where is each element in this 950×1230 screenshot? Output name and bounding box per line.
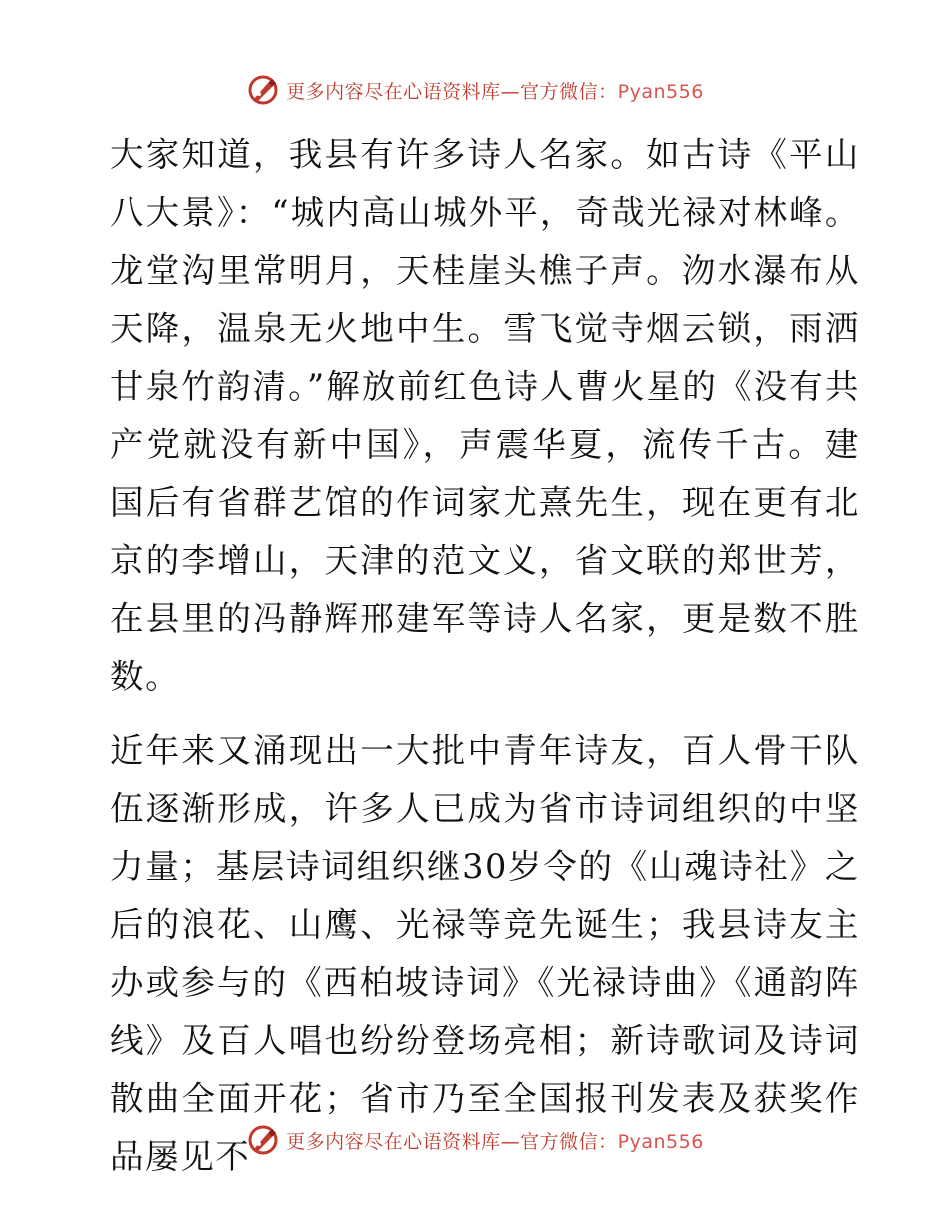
pen-logo-icon: [246, 73, 280, 107]
header-banner: [0, 70, 950, 110]
pen-logo-icon: [246, 1123, 280, 1157]
document-body: [100, 126, 860, 1186]
footer-banner-text: 更多内容尽在心语资料库—官方微信：Pyan556: [286, 1130, 704, 1153]
header-wechat-handle: Pyan556: [617, 80, 704, 103]
header-banner-text: 更多内容尽在心语资料库—官方微信：Pyan556: [286, 80, 704, 103]
paragraph-1: 大家知道，我县有许多诗人名家。如古诗《平山八大景》：“城内高山城外平，奇哉光禄对林峰。龙堂沟里常明月，天桂崖头樵子声。沕水瀑布从天降，温泉无火地中生。雪飞觉寺烟云锁，雨洒甘泉竹韵清。”解放前红色诗人曹火星的《没有共产党就没有新中国》，声震华夏，流传千古。建国后有省群艺馆的作词家尤熹先生，现在更有北京的李增山，天津的范文义，省文联的郑世芳，在县里的冯静辉邢建军等诗人名家，更是数不胜数。: [110, 135, 860, 696]
footer-banner: [0, 1120, 950, 1160]
footer-wechat-handle: Pyan556: [617, 1130, 704, 1153]
paragraph-2: 近年来又涌现出一大批中青年诗友，百人骨干队伍逐渐形成，许多人已成为省市诗词组织的中坚力量；基层诗词组织继30岁令的《山魂诗社》之后的浪花、山鹰、光禄等竞先诞生；我县诗友主办或参与的《西柏坡诗词》《光禄诗曲》《通韵阵线》及百人唱也纷纷登场亮相；新诗歌词及诗词散曲全面开花；省市乃至全国报刊发表及获奖作品屡见不: [110, 731, 860, 1176]
